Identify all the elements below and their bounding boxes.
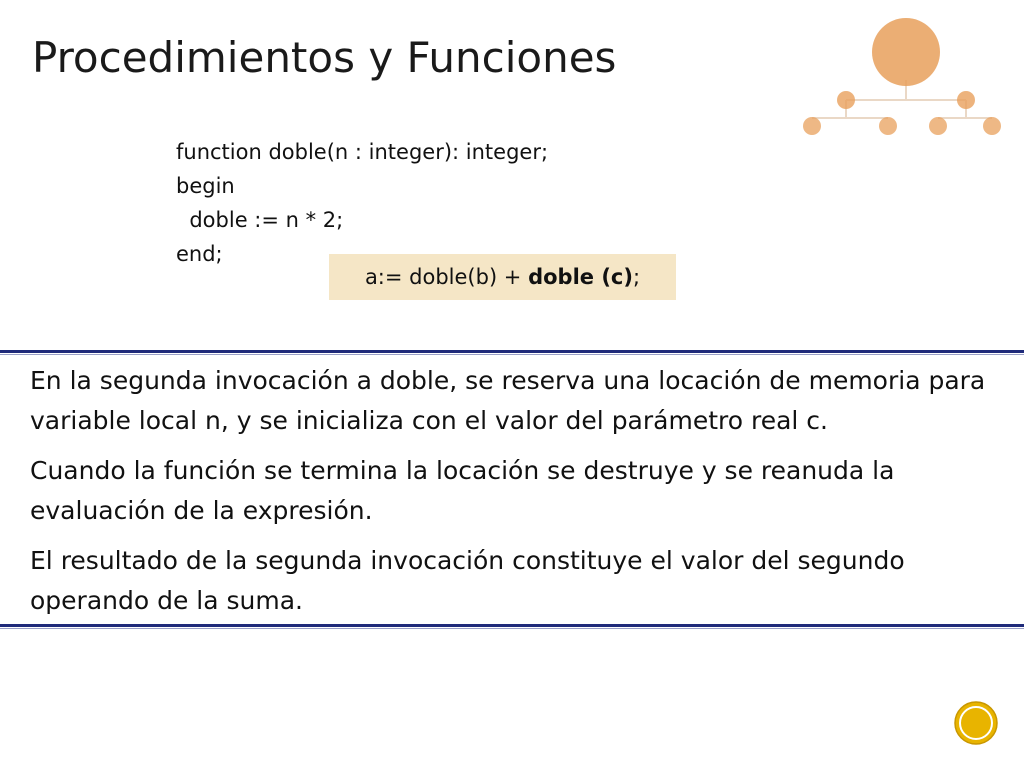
expression-prefix: a:= doble(b) + bbox=[364, 265, 529, 289]
expression-bold-call: doble (c) bbox=[528, 265, 633, 289]
bottom-divider bbox=[0, 624, 1024, 627]
hierarchy-tree-icon bbox=[796, 18, 1006, 143]
paragraph: En la segunda invocación a doble, se reserva una locación de memoria para variable local n, y se inicializa con el valor del parámetro real c. bbox=[30, 366, 986, 435]
code-line: end; bbox=[176, 242, 223, 266]
top-divider bbox=[0, 350, 1024, 353]
code-line: doble := n * 2; bbox=[176, 208, 344, 232]
slide-title: Procedimientos y Funciones bbox=[32, 33, 617, 82]
paragraph: El resultado de la segunda invocación constituye el valor del segundo operando de la suma. bbox=[30, 546, 905, 615]
expression-suffix: ; bbox=[632, 265, 641, 289]
circle-button-icon[interactable] bbox=[953, 700, 999, 746]
code-line: function doble(n : integer): integer; bbox=[176, 140, 549, 164]
code-block bbox=[176, 135, 548, 271]
code-line: begin bbox=[176, 174, 235, 198]
explanation-text bbox=[30, 361, 990, 631]
paragraph: Cuando la función se termina la locación se destruye y se reanuda la evaluación de la expresión. bbox=[30, 456, 895, 525]
expression-highlight bbox=[329, 254, 676, 300]
